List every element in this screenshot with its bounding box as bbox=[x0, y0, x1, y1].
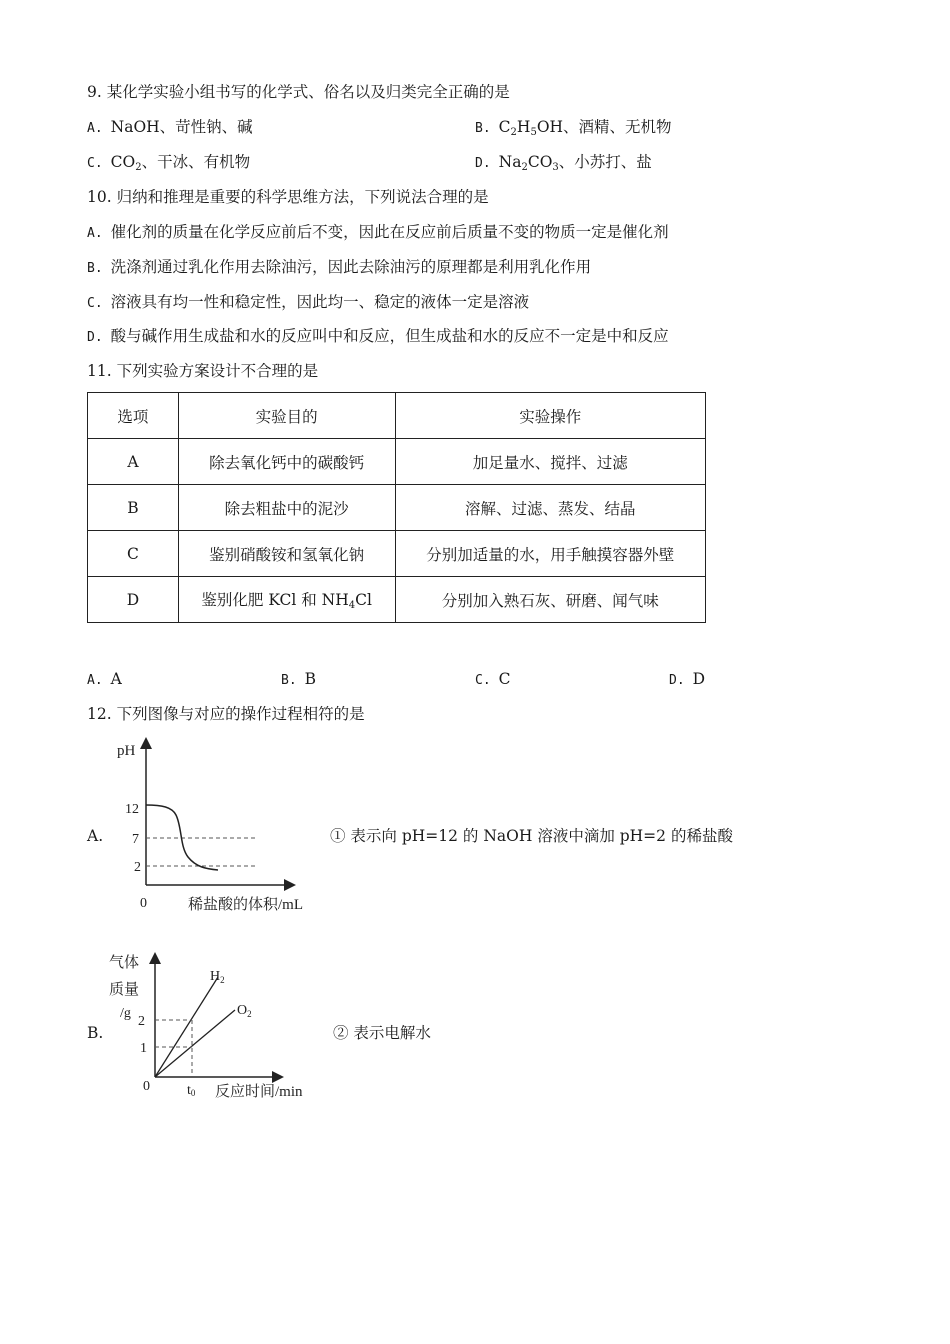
q9-option-d bbox=[475, 152, 652, 178]
option-text: OH、酒精、无机物 bbox=[536, 118, 672, 136]
formula-part: CO bbox=[110, 153, 136, 171]
q11-answer-c bbox=[475, 669, 511, 691]
q11-stem: 11. 下列实验方案设计不合理的是 bbox=[87, 362, 319, 380]
q12-a-description: ① 表示向 pH=12 的 NaOH 溶液中滴加 pH=2 的稀盐酸 bbox=[330, 827, 733, 845]
q9-option-b bbox=[475, 117, 672, 143]
option-text: 、小苏打、盐 bbox=[558, 153, 652, 171]
option-text: 溶液具有均一性和稳定性，因此均一、稳定的液体一定是溶液 bbox=[110, 293, 530, 311]
electrolysis-graph bbox=[100, 950, 330, 1105]
experiment-table bbox=[87, 392, 706, 623]
formula-part: Na bbox=[498, 153, 522, 171]
cell-option: C bbox=[88, 531, 179, 577]
option-letter: A. bbox=[87, 121, 103, 136]
cell-option: B bbox=[88, 485, 179, 531]
x-tick-t0: t0 bbox=[187, 1083, 196, 1098]
q9-option-a bbox=[87, 117, 253, 139]
cell-purpose: 除去氧化钙中的碳酸钙 bbox=[178, 439, 395, 485]
subscript: 2 bbox=[521, 162, 528, 173]
cell-purpose: 鉴别硝酸铵和氢氧化钠 bbox=[178, 531, 395, 577]
y-tick-2: 2 bbox=[134, 860, 141, 875]
table-header-row bbox=[88, 393, 706, 439]
q10-stem: 10. 归纳和推理是重要的科学思维方法，下列说法合理的是 bbox=[87, 188, 489, 206]
origin-label: 0 bbox=[143, 1079, 150, 1094]
option-letter: C. bbox=[87, 156, 103, 171]
cell-operation: 分别加入熟石灰、研磨、闻气味 bbox=[395, 577, 705, 623]
q10-option-b bbox=[87, 257, 591, 279]
q12-b-letter: B. bbox=[87, 1024, 104, 1042]
option-letter: D. bbox=[87, 330, 103, 345]
o2-label: $O_2$ bbox=[237, 1003, 252, 1019]
option-text: 催化剂的质量在化学反应前后不变，因此在反应前后质量不变的物质一定是催化剂 bbox=[110, 223, 669, 241]
option-letter: B. bbox=[87, 261, 103, 276]
table-row bbox=[88, 577, 706, 623]
subscript: 3 bbox=[552, 162, 559, 173]
x-axis-label: 反应时间/min bbox=[215, 1084, 303, 1100]
header-purpose: 实验目的 bbox=[178, 393, 395, 439]
option-text: D bbox=[692, 670, 706, 688]
cell-operation: 加足量水、搅拌、过滤 bbox=[395, 439, 705, 485]
formula-part: CO bbox=[527, 153, 553, 171]
formula-part: H bbox=[516, 118, 531, 136]
option-letter: C. bbox=[475, 673, 491, 688]
q10-option-c bbox=[87, 292, 529, 314]
option-text: 酸与碱作用生成盐和水的反应叫中和反应，但生成盐和水的反应不一定是中和反应 bbox=[110, 327, 669, 345]
subscript: 2 bbox=[510, 127, 517, 138]
y-axis-unit: /g bbox=[120, 1006, 131, 1021]
option-letter: A. bbox=[87, 673, 103, 688]
subscript: 5 bbox=[530, 127, 537, 138]
q11-answer-a bbox=[87, 669, 122, 691]
q9-option-c bbox=[87, 152, 250, 178]
option-text: B bbox=[304, 670, 317, 688]
h2-line bbox=[155, 977, 218, 1077]
option-letter: B. bbox=[281, 673, 297, 688]
q11-answer-d bbox=[669, 669, 705, 691]
q10-option-a bbox=[87, 222, 669, 244]
q11-answer-b bbox=[281, 669, 316, 691]
formula-part: 鉴别化肥 KCl 和 NH bbox=[201, 591, 349, 609]
x-axis-label: 稀盐酸的体积/mL bbox=[188, 897, 303, 913]
cell-option: A bbox=[88, 439, 179, 485]
y-tick-1: 1 bbox=[140, 1041, 147, 1056]
q10-option-d bbox=[87, 326, 669, 348]
option-letter: D. bbox=[475, 156, 491, 171]
q9-stem: 9. 某化学实验小组书写的化学式、俗名以及归类完全正确的是 bbox=[87, 83, 510, 101]
option-text: A bbox=[110, 670, 122, 688]
header-operation: 实验操作 bbox=[395, 393, 705, 439]
table-row bbox=[88, 485, 706, 531]
y-tick-12: 12 bbox=[125, 802, 139, 817]
option-letter: B. bbox=[475, 121, 491, 136]
origin-label: 0 bbox=[140, 896, 147, 911]
option-letter: D. bbox=[669, 673, 685, 688]
option-text: C bbox=[498, 670, 511, 688]
q12-a-letter: A. bbox=[87, 827, 104, 845]
table-row bbox=[88, 439, 706, 485]
cell-purpose bbox=[178, 577, 395, 623]
q12-stem: 12. 下列图像与对应的操作过程相符的是 bbox=[87, 705, 365, 723]
cell-purpose: 除去粗盐中的泥沙 bbox=[178, 485, 395, 531]
y-tick-2: 2 bbox=[138, 1014, 145, 1029]
formula-part: Cl bbox=[355, 591, 372, 609]
q12-b-description: ② 表示电解水 bbox=[333, 1024, 431, 1042]
subscript: 4 bbox=[348, 600, 356, 611]
h2-label: $H_2$ bbox=[210, 969, 225, 985]
table-row bbox=[88, 531, 706, 577]
header-option: 选项 bbox=[88, 393, 179, 439]
option-letter: C. bbox=[87, 296, 103, 311]
y-axis-label-line1: 气体 bbox=[109, 955, 140, 971]
cell-option: D bbox=[88, 577, 179, 623]
formula-part: C bbox=[498, 118, 511, 136]
y-axis-label: pH bbox=[117, 743, 136, 759]
option-text: NaOH、苛性钠、碱 bbox=[110, 118, 253, 136]
option-letter: A. bbox=[87, 226, 103, 241]
y-tick-7: 7 bbox=[132, 832, 139, 847]
ph-curve-graph bbox=[100, 735, 330, 920]
cell-operation: 溶解、过滤、蒸发、结晶 bbox=[395, 485, 705, 531]
option-text: 、干冰、有机物 bbox=[141, 153, 251, 171]
y-axis-label-line2: 质量 bbox=[109, 982, 140, 998]
o2-line bbox=[155, 1010, 235, 1077]
cell-operation: 分别加适量的水，用手触摸容器外壁 bbox=[395, 531, 705, 577]
option-text: 洗涤剂通过乳化作用去除油污，因此去除油污的原理都是利用乳化作用 bbox=[110, 258, 592, 276]
subscript: 2 bbox=[135, 162, 142, 173]
